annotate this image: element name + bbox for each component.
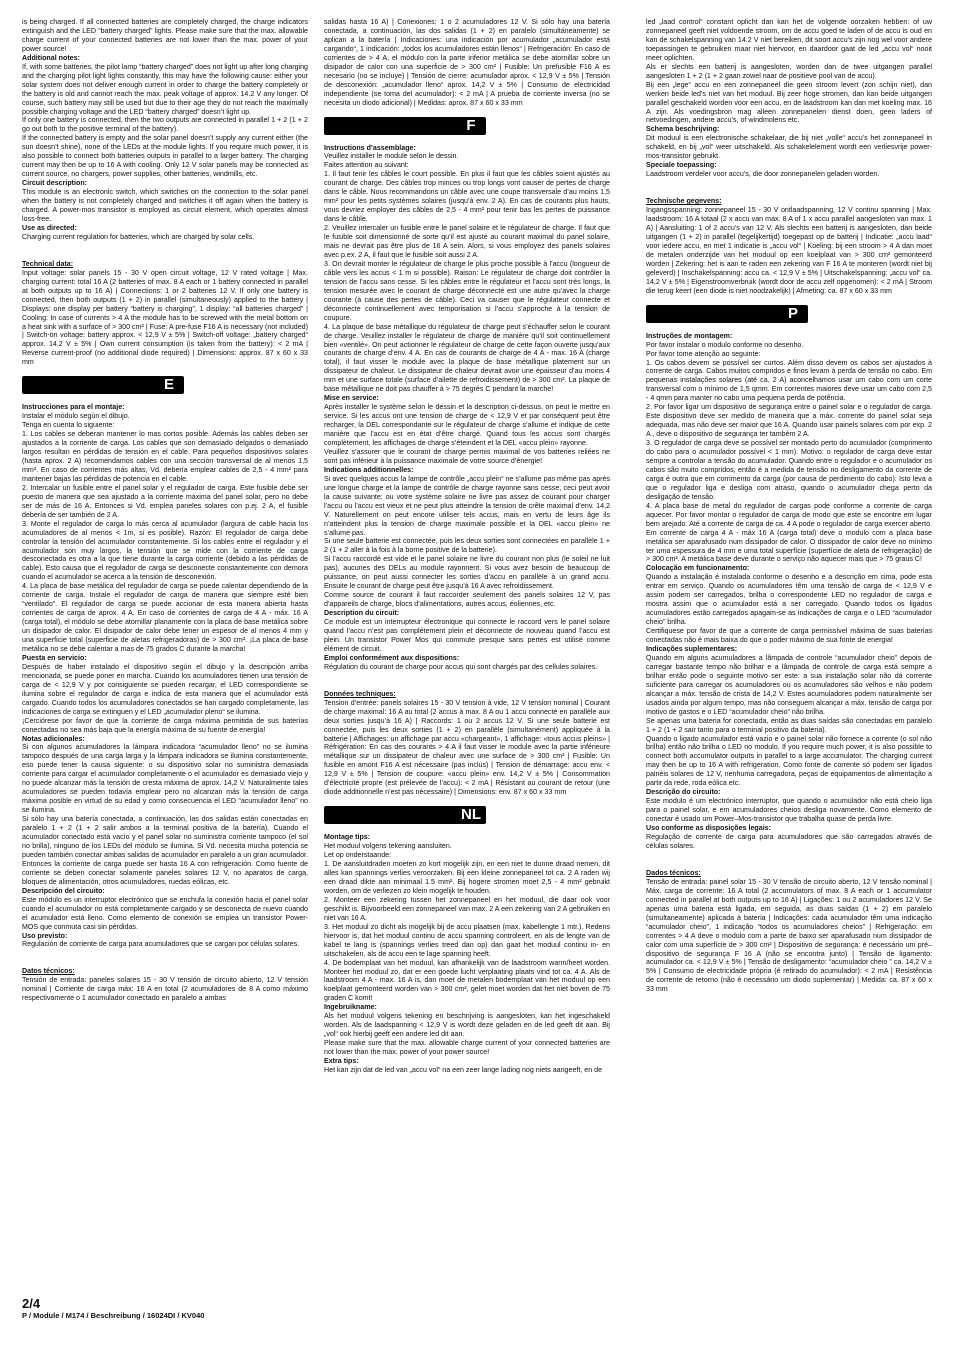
section-heading: Descripción del circuito: bbox=[22, 886, 105, 895]
paragraph: Please make sure that the max. allowable charge current of your connected batteries are not lower than the max. power of your power source! bbox=[324, 1039, 610, 1057]
paragraph: 3. Monte el regulador de carga lo más cerca al acumulador (largura de cable hacia los acumuladores de al menos < 1m, si es posible). Razón: El regulador de carga debe controlar la tensión del acumulador constantemente. Si los cables entre el regulador y el acumulador son muy largos, la tensión que se mide con la corriente de carga desconectada es otra a la que tiene durante la carga corriente (debido a las pérdidas de cable). Esto causa que el regulador de carga se desconecte constantemente con demora cuando el acumulador se acerca a la tensión de desconexión. bbox=[22, 519, 308, 582]
technical-data-heading: Technical data: bbox=[22, 259, 74, 268]
paragraph: 2. Monteer een zekering tussen het zonnepaneel en het moduul, die daar ook voor geschikt is. Bijvoorbeeld een zonnepaneel van max. 2 A een zekering van 2 A gebruiken en niet van 16 A. bbox=[324, 895, 610, 922]
section-heading: Instruções de montagem: bbox=[646, 331, 733, 340]
section-heading: Instructions d’assemblage: bbox=[324, 143, 416, 152]
paragraph: 4. A placa base de metal do regulador de cargas pode conforme a corrente de carga aquecer. Por favor montar o regulador de carga de modo que este se encontre em lugar bem arejado. Até a corrente de carga de ca. 4 A pode o regulador de carga exercer aberto. Em corrente de carga 4 A - máx 16 A (carga total) deve o modulo com a placa base metálica ser aparafusado num dissipador de calor. O dissipador de calor deve no mínimo ter uma espessura de 4 mm e uma total superfície (superfície de aleta de refrigeração) de > 300 cm². A metálica base deve durante o serviço não aquecer mais que > 75 graus C! bbox=[646, 501, 932, 564]
document-reference: P / Module / M174 / Beschreibung / 16024DI / KV040 bbox=[22, 1311, 205, 1320]
paragraph: Als er slechts een batterij is aangesloten, worden dan de twee uitgangen parallel aangesloten 1 + 2 (1 + 2 gaan zowel naar de positieve pool van de accu). bbox=[646, 62, 932, 80]
paragraph: Si sólo hay una batería conectada, a continuación, las dos salidas están conectadas en paralelo 1 + 2 (1 + 2 salir ambos a la terminal positiva de la batería). Cuando el acumulador conectado está vacío y el panel solar no suministra corriente tampoco (el sol no brilla), ninguno de los LEDs del módulo se ilumina. Si Vd. necesita mucha potencia se pueden también conectar ambas salidas de acumulador en paralelo a un gran acumulador. Entonces la corriente de carga puede ser hasta 16 A con refrigeración. Como fuente de corriente se deben conectar solamente paneles solares 12 V, no aparatos de carga, bloques de alimentación, otros acumuladores, ruedas eólicas, etc. bbox=[22, 815, 308, 886]
paragraph: Regulación de corriente de carga para acumuladores que se cargan por células solares. bbox=[22, 940, 300, 949]
paragraph: 1. Los cables se deberan mantener lo mas cortos posible. Además los cables deben ser ajustados a la corriente de carga. Los cables que son demasiado delgados o demasiado largos resultan en pérdidas de tensión en el cable. Para pequeños dispositivos solares (hasta aprox. 2 A) recomendamos cables con una sección transversal de al menos 1,5 mm². En caso de corrientes más altas, Vd. debería emplear cables de 2,5 - 4 mm² para mantener bajas las pérdidas de potencia en el cable. bbox=[22, 430, 308, 483]
language-label: F bbox=[466, 116, 476, 134]
section-heading: Notas adicionales: bbox=[22, 734, 85, 743]
paragraph: 4. La placa de base metálica del regulador de carga se puede calentar dependiendo de la corriente de carga. Instale el regulador de carga de manera que siempre esté bien “ventilado”. El regulador de carga se puede accionar de esta manera abierta hasta corrientes de carga de aprox. 4 A. En caso de corrientes de carga de 4 A - máx. 16 A (carga total), el módulo se debe atornillar planamente con la placa de base metálica sobre un disipador de calor. El disipador de calor debe tener un espesor de al menos 4 mm y una superficie total (superficie de aletas refrigeradoras) de > 300 cm². ¡La placa de base metálica no se debe calentar a mas de 75 grados C durante la marcha! bbox=[22, 582, 308, 653]
paragraph: Después de haber instalado el dispositivo según el dibujo y la descripción arriba mencionada, se puede poner en marcha. Cuando los acumuladores tienen una tensión de carga de < 12,9 V y por consiguiente se pueden recargar, el LED correspondiente se ilumina sobre el regulador de carga e indica de esta manera que el acumulador está cargado. Cuando todos los acumuladores conectados se han cargado completamente, las indicaciones de carga se extinguen y el LED „acumulador pleno“ se ilumina. bbox=[22, 662, 308, 716]
section-heading: Indications additionnelles: bbox=[324, 465, 414, 474]
paragraph: 2. Por favor ligar um dispositivo de segurança entre o painel solar e o regulador de carga. Este dispositivo deve ser medido de maneira que a máx. corrente do painel solar seja adequada, mas não deve ser maior que 16 A. Quando usar painels solares com por exp. 2 A , deve o dispositivo de segurança ter também 2 A. bbox=[646, 403, 932, 439]
paragraph: Ce module est un interrupteur électronique qui connecte le raccord vers le panel solaire quand l’accu n’est pas complètement plein et déconnecte de nouveau quand l’accu est plein. Un transistor Power Mos qui commute presque sans pertes est utilisé comme élément de circuit. bbox=[324, 618, 610, 653]
section-heading: Schema beschrijving: bbox=[646, 125, 720, 134]
paragraph: Après installer le système selon le dessin et la description ci-dessus, on peut le mettre en service. Si les accus ont une tension de charge de < 12,9 V et par conséquent peut être recharger, la DEL correspondante sur le régulateur de charge s’allume et indique de cette manière que l’accu est en état d’être chargé. Quand tous les accus sont chargés complètement, les affichages de charge s’éteindent et la DEL «accu plein» rayonne. bbox=[324, 403, 610, 447]
paragraph: 4. De bodemplaat van het moduul, kan afhankelijk van de laadstroom warm/heet worden. Monteer het moduul zo, dat er een goede lucht verplaating plaats vind tot ca. 4 A. Als de laadstroom 4 A - max. 16 A is, dan moet de metalen bodemplaat van het moduul op een koelplaat gemonteerd worden van > 300 cm², gelet moet worden dat het niet boven de 75 graden C komt! bbox=[324, 958, 610, 1003]
section-heading: Description du circuit: bbox=[324, 609, 400, 618]
paragraph: If the connected battery is empty and the solar panel doesn’t supply any current either (the sun doesn’t shine), none of the LEDs at the module lights. If you require much power, it is also possible to connect both batteries outputs in parallel to a larger battery. The charging current may then be up to 16 A with cooling. Only 12 V solar panels may be connected as current source, no chargers, power supplies, other batteries, windmills, etc. bbox=[22, 134, 308, 179]
paragraph: 3. O regulador de carga deve se possível ser montado perto do acumulador (comprimento do cabo para o acumulador possível < 1 mm). Motivo: o regulador de carga deve estar sempre a controlar a tensão do acumulador. Quando entre o regulador e o acumulador os cabos são muito compridos, então é a medida de tensão no desligamento da corrente de carga é outra que em corrimento da carga (por causa de perdimento do cabo). Isto leva a que o regulador liga e desliga com atraso, quando o acumulador chega perto da desligação de tensão. bbox=[646, 439, 932, 501]
paragraph: Si avec quelques accus la lampe de contrôle „accu plein“ ne s’allume pas même pas après une longue charge et la lampe de contrôle de charge rayonne sans cesse, ceci peut avoir la cause suivante: ou votre système solaire ne livre pas assez de courant pour charger l’accu ou l’accu est vieux et ne peut plus atteindre la tension de crête maximal d’env. 14,2 V. Naturellement on peut encore utiliser tels accus, mais en vertu de leurs âge ils n’atteindent plus la tension de charge maximale possible et la DEL «accu plein» ne s’allume pas. bbox=[324, 474, 610, 537]
paragraph: Quando a instalação é instalada conforme o desenho e a descrição em cima, pode esta entrar em serviço. Quando os acumuladores têm uma tensão de carga de < 12,9 V e assim podem ser carregados, brilha o correspondente LED no regulador de carga e mostra assim que o acumulador está a ser carregado. Quando todos os ligados acumuladores estão carregados apagam-se as indicações de carga e o LED “acumulador cheio” brilha. bbox=[646, 573, 932, 627]
technical-data-heading: Technische gegevens: bbox=[646, 197, 722, 206]
paragraph: Regulação de corrente de carga para acumuladores que são carregados através de células solares. bbox=[646, 833, 932, 850]
paragraph: Si l’accu raccordé est vide et le panel solaire ne livre du courant non plus (le soleil ne luit pas), aucunes des DELs au module rayonnent. Si vous avez besoin de beaucoup de puissance, on peut aussi connecter les sorties d’accu en parallèle à un grand accu. Ensuite le courant de charge peut être jusqu’à 16 A avec refroidissement. bbox=[324, 555, 610, 591]
section-heading: Speciale toepassing: bbox=[646, 161, 717, 170]
paragraph: Het kan zijn dat de led van „accu vol“ na een zeer lange lading nog niets aangeeft, en de bbox=[324, 1065, 603, 1074]
paragraph: Este módulo es un interruptor electrónico que se enchufa la conexión hacia el panel solar cuando el acumulador no está completamente cargado y se desconecta de nuevo cuando el acumulador está lleno. Como elemento de conexión se emplea un transistor Power-MOS que conmuta casi sin pérdidas. bbox=[22, 895, 308, 931]
section-heading: Uso previsto: bbox=[22, 931, 68, 940]
paragraph: If, with some batteries, the pilot lamp “battery charged” does not light up after long charging and the charging pilot light lights constantly, this may have the following cause: either your solar system does not deliver enough current in order to charge the battery completely or the battery is old and cannot reach the max. peak voltage of approx. 14.2 V any longer. Of course, such battery may still be used but due to their age they do not reach the maximally possible charging voltage and the LED “battery charged” doesn’t light up. bbox=[22, 62, 308, 116]
paragraph: Let op onderstaande: bbox=[324, 851, 392, 860]
section-heading: Indicações suplementares: bbox=[646, 645, 738, 653]
paragraph: Si une seule batterie est connectée, puis les deux sorties sont connectées en parallèle 1 + 2 (1 + 2 aller à la fois à la borne positive de la batterie). bbox=[324, 537, 610, 555]
paragraph: Quando em alguns acumuladores a lâmpada de controle “acumulador cheio” depois de carregar bastante tempo não brilhar e a lâmpada de controle de carga está sempre a brilhar então pode o seguinte motivo ser este: a sua instalação solar não dá corrente suficiente para carregar os acumuladores ou os acumuladores são velhos e não podem alcançar a máx. tensão de crista de 14,2 V. Estes acumuladores podem naturalmente ser usados ainda por algum tempo, mas não conseguem alcançar a máx. tensão de carga por motivo de gastos e o LED “acumulador cheio” não brilha. bbox=[646, 653, 932, 716]
section-heading: Montage tips: bbox=[324, 833, 371, 842]
paragraph: Dit moduul is een electronische schakelaar, die bij niet „volle“ accu’s het zonnepaneel in schakeld, en bij „vol“ weer uitschakeld. Als schakelelement wordt een verliesvrije power-mos-transistor gebruikt. bbox=[646, 134, 932, 161]
paragraph: 3. On devrait monter le régulateur de charge le plus proche possible à l’accu (longueur de câble vers les accus < 1 m si possible). Raison: Le régulateur de charge doit contrôler la tension de l’accu sans cesse. Si les câbles entre le régulateur et l’accu sont très longs, la tension mesurée avec le courant de charge déconnecté est une autre qu’avec la charge courante (à cause des pertes de câble). Ceci va causer que le régulateur connecte et déconnecte continuellement avec temporisation si l’accu s’approche à la tension de coupure. bbox=[324, 259, 610, 322]
technical-data-heading: Dados técnicos: bbox=[646, 868, 701, 877]
paragraph: Se apenas uma bateria for conectada, então as duas saídas são conectadas em paralelo 1 + 2 (1 + 2 sair tanto para o terminal positivo da bateria). bbox=[646, 716, 932, 734]
paragraph: 1. Il faut tenir les câbles le court possible. En plus il faut que les câbles soient ajustés au courant de charge. Des câbles trop minces ou trop longs vont causer de pertes de charge dans le câble. Nous recommandons un câble avec une coupe transversale d’au moins 1,5 mm² pour les petits systèmes solaires (jusqu’à env. 2 A). En cas de courants plus hauts, vous devriez employer des câbles de 2,5 - 4 mm² pour tenir bas les pertes de puissance dans le câble. bbox=[324, 170, 610, 224]
section-heading: Puesta en servicio: bbox=[22, 653, 87, 662]
technical-data: salidas hasta 16 A) | Conexiones: 1 o 2 acumuladores 12 V. Si sólo hay una batería conectada, a continuación, las dos salidas (1 + 2) en paralelo (simultáneamente) se aplican a la batería | Indicaciones: una indicación por acumulador „acumulador está cargando“, 1 indicación: „todos los acumuladores están llenos“ | Refrigeración: En caso de corrientes de > 4 A, el módulo con la parte inferior metálica se debe atornillar sobre un disipador de calor con una superficie de > 300 cm² | Fusible: Un prefusible F16 A es necesario (no se incluye) | Tensión de cierre: acumulador aprox. < 12,9 V ± 5% | Tensión de desconexión: „acumulador lleno“ aprox. 14,2 V ± 5% | Consumo de electricidad independiente (se toma del acumulador): < 2 mA | A prueba de corriente inversa (no se necesita un diodo adicional) | Medidas: aprox. 87 x 60 x 33 mm bbox=[324, 18, 610, 107]
section-heading: Use as directed: bbox=[22, 223, 77, 232]
paragraph: Het moduul volgens tekening aansluiten. bbox=[324, 842, 452, 851]
section-heading: Circuit description: bbox=[22, 179, 88, 188]
column-3 bbox=[646, 18, 932, 1298]
section-heading: Mise en service: bbox=[324, 394, 379, 403]
paragraph: Charging current regulation for batteries, which are charged by solar cells. bbox=[22, 232, 255, 241]
paragraph: Faites attention au suivant: bbox=[324, 161, 409, 170]
paragraph: Este modulo é um electrónico interruptor, que quando o acumulador não está cheio liga para o painel solar, e em acumuladores cheios desliga novamente. Como elemento de conectar é usado um Power–Mos-transistor que trabalha quase de perda livre. bbox=[646, 797, 932, 824]
paragraph: 1. Os cabos devem se possível ser curtos. Além disso devem os cabos ser ajustados à corrente de carga. Cabos muitos compridos e finos levam á perda de tensão no cabo. Em pequenas instalações solares (até ca. 2 A) aconcelhamos usar um cabo com um corte transversal com o mínimo de 1,5 qmm. Em correntes maiores deve usar um cabo com 2,5 - 4 qmm para manter no cabo uma pequena perda de potência. bbox=[646, 358, 932, 403]
paragraph: Si con algunos acumuladores la lámpara indicadora “acumulador lleno” no se ilumina tampoco después de una carga larga y la lámpara indicadora se ilumina constantemente, eso puede tener la causa siguiente: o su dispositivo solar no suministra demasiada corriente para cargar el acumulador completamente o el acumulador es demasiado viejo y no puede alcanzar más la tensión de cresta máxima de aprox. 14,2 V. Naturalmente tales acumuladores se pueden todavía emplear pero no alcanzan más la tensión de carga máxima posible en virtud de su edad y como consecuencia el LED “acumulador lleno” no se ilumina. bbox=[22, 743, 308, 815]
paragraph: This module is an electronic switch, which switches on the connection to the solar panel when the battery is not completely charged and switches it off again when the battery is charged. A power-mos transistor is employed as circuit element, which operates almost loss-free. bbox=[22, 188, 308, 223]
paragraph: 3. Het moduul zo dicht als mogelijk bij de accu plaatsen (max. kabellengte 1 mtr.). Redens hiervoor is, dat het moduul continu de accu spanning controleert, en als de lengte van de kabel te lang is (spannings verlies treed dan op) dan gaat het moduul continu in- en uitschakelen, als de accu een te lage spanning heeft. bbox=[324, 922, 610, 958]
paragraph: Comme source de courant il faut raccorder seulement des panels solaires 12 V, pas d’appareils de charge, blocs d’alimentations, autres accus, éoliennes, etc. bbox=[324, 591, 610, 609]
section-heading: Ingebruikname: bbox=[324, 1003, 377, 1012]
language-bar-e bbox=[22, 376, 184, 394]
section-heading: Extra tips: bbox=[324, 1057, 359, 1066]
paragraph: Instalar el módulo según el dibujo. bbox=[22, 412, 130, 421]
section-heading: Additional notes: bbox=[22, 53, 80, 62]
section-heading: Colocação em funcionamento: bbox=[646, 564, 750, 573]
paragraph: Laadstroom verdeler voor accu’s, die door zonnepanelen geladen worden. bbox=[646, 170, 880, 179]
paragraph: Quando o ligado acumulador está vazio e o painel solar não fornece a corrente (o sol não brilha) então não brilha o LED no modulo. If you require much power, it is also possible to connect both accumulator outputs in parallel to a large accumulator. The charging current may then be up to 16 A with refrigeration. Como fonte de corrente só podem ser ligados painéis solares de 12 V, nenhuma carregadora, peças de equipamentos de alimentação a partir da rede, roda eólica etc. bbox=[646, 734, 932, 788]
paragraph: 2. Veuillez intercaler un fusible entre le panel solaire et le régulateur de charge. Il faut que le fusible soit dimensionné de sorte qu’il est ajusté au courant maximal du panel solaire, mais ne devrait pas être plus de 16 A sein. Alors, si vous employez des panels solaires avec p.ex. 2 A, il faut que le fusible soit aussi 2 A. bbox=[324, 224, 610, 259]
section-heading: Uso conforme as disposições legais: bbox=[646, 824, 771, 833]
technical-data: Tension d’entrée: panels solaires 15 - 30 V tension à vide, 12 V tension nominal | Courant de charge maximal: 16 A au total (2 accus à max. 8 A ou 1 accu connecté en parallèle aux deux sorties jusqu’à 16 A) | Raccords: 1 ou 2 accus 12 V. Si une seule batterie est connectée, puis les deux sorties (1 + 2) en parallèle (simultanément) appliquée à la batterie | Affichages: un affichage par accu «chargeant», 1 affichage: «tous accus pleins» | Réfrigération: En cas des courants > 4 A il faut visser le module avec la partie inférieure métallique sur un dissipateur de chaleur avec une surface de > 300 cm² | Fusible: Un fusible en amont F16 A est nécessaire (pas inclus) | Tension de démarrage: accu env. < 12,9 V ± 5% | Tension de coupure: «accu plein» env. 14,2 V ± 5% | Consommation d’électricité propre (est prélevée de l’accu): < 2 mA | Résistant au courant de retour (une diode additionnelle n’est pas nécessaire) | Dimensions: env. 87 x 60 x 33 mm bbox=[324, 698, 610, 797]
column-1 bbox=[22, 18, 308, 1298]
paragraph: 1. De aansluitdraden moeten zo kort mogelijk zijn, en een niet te dunne draad nemen, dit alles kan spannings verlies veroorzaken. Bij een kleine zonnepaneel tot ca. 2 A raden wij een draad dikte aan minimaal 1.5 mm². Bij hogere stromen moet 2,5 - 4 mm² gebruikt worden, om de verliezen zo klein mogelijk te houden. bbox=[324, 860, 610, 895]
paragraph: Por favor tome atenção ao seguinte: bbox=[646, 349, 761, 358]
paragraph: Bij een „lege“ accu en een zonnepaneel die geen stroom levert (zon schijn niet), dan werken beide led’s niet van het moduul. Bij zeer hoge stromen, dan kan beide uitgangen parallel geschakeld worden voor een accu, en de laadstroom kan dan met koeling max. 16 A zijn. Als voedingsbron mag alleen zonnepanelen dienst doen, geen laders of netvoedingen, andere accu’s, of windmolens etc. bbox=[646, 80, 932, 125]
paragraph: If only one battery is connected, then the two outputs are connected in parallel 1 + 2 (1 + 2 go out both to the positive terminal of the battery). bbox=[22, 116, 308, 134]
paragraph: Veuillez s’assurer que le courant de charge permis maximal de vos batteries reliées ne sont pas inférieur à la puissance maximale de votre source d’énergie! bbox=[324, 447, 610, 465]
language-bar-nl bbox=[324, 806, 486, 824]
technical-data-heading: Données techniques: bbox=[324, 689, 396, 698]
paragraph: is being charged. If all connected batteries are completely charged, the charge indicators extinguish and the LED “battery charged” lights. Please make sure that the max. allowable charge current of your connected batteries are not lower than the max. power of your power source! bbox=[22, 18, 308, 53]
section-heading: Emploi conformément aux dispositions: bbox=[324, 653, 460, 662]
technical-data: Tensão de entrada: painel solar 15 - 30 V tensão de circuito aberto, 12 V tensão nominal | Máx. carga de corrente: 16 A total (2 accumulators of max. 8 A each or 1 accumulator connected in parallel at both outputs up to 16 A) | Ligações: 1 ou 2 acumuladores 12 V. Se apenas uma bateria está ligada, em seguida, as duas saídas (1 + 2) em paralelo (simultaneamente) aplicada à bateria | Indicações: cada acumulador têm uma indicação “acumulador cheio”, 1 indicação “todos os acumuladores cheios” | Refrigeração: em correntes > 4 A deve o modulo com a parte de baixo ser aparafusado num dissipador de calor com uma superfície de > 300 cm² | Dispositivo de segurança: é necessário um pré–dispositivo de segurança F 16 A (não se encontra junto) | Tensão de ligamento: acumulador ca. < 12,9 V ± 5% | Tensão de desligamento: “acumulador cheio ” ca. 14,2 V ± 5% | Consumo de electricidade própria (é retirado do acumulador): < 2 mA | Resistência de corrente de retorno (não é necessário um diodo suplementar) | Medida: ca. 87 x 60 x 33 mm bbox=[646, 877, 932, 994]
paragraph: 4. La plaque de base métallique du régulateur de charge peut s’échauffer selon le courant de charge. Veuillez installer le régulateur de charge de manière qu’il soit continuellement bien «ventilé». On peut actionner le régulateur de charge de cette façon ouverte jusqu’aux courants de charge d’env. 4 A. En cas de courants de charge de 4 A - max. 16 A (charge total), il faut visser le module avec la plaque de base métallique platement sur un dissipateur de chaleur. Le dissipateur de chaleur devrait avoir une épaisseur d’au moins 4 mm et une surface totale (surface d’ailette de refroidissement) de > 300 cm². La plaque de base métallique ne doit pas chauffer à > 75 degrés C pendant la marche! bbox=[324, 322, 610, 394]
paragraph: Veuillez installer le module selon le dessin. bbox=[324, 152, 459, 161]
page-footer bbox=[22, 1296, 204, 1321]
paragraph: Por favor instalar o modulo conforme no desenho. bbox=[646, 340, 804, 349]
technical-data-heading: Datos técnicos: bbox=[22, 967, 75, 976]
paragraph: ¡Cerciórese por favor de que la corriente de carga máxima permitida de sus baterías conectadas no sea más baja que la energía máxima de su fuente de energía! bbox=[22, 716, 308, 734]
language-label: P bbox=[787, 304, 798, 322]
paragraph: 2. Intercalar un fusible entre el panel solar y el regulador de carga. Este fusible debe ser puesto de manera que sea ajustado a la corriente máxima del panel solar, pero no debe ser de más de 16 A. Entonces si Vd. emplea paneles solares con p.ej. 2 A, el fusible debería de ser también de 2 A. bbox=[22, 483, 308, 519]
language-bar-p bbox=[646, 305, 808, 323]
section-heading: Instrucciones para el montaje: bbox=[22, 403, 125, 412]
paragraph: Régulation du courant de charge pour accus qui sont chargés par des cellules solaires. bbox=[324, 662, 598, 671]
paragraph: Certifiquese por favor de que a corrente de carga permissível máxima de suas baterias conectadas não é mais baixa do que o poder máximo de sua fonte de energia! bbox=[646, 627, 932, 645]
page-number: 2/4 bbox=[22, 1296, 41, 1311]
language-label: E bbox=[163, 376, 174, 394]
section-heading: Descrição do circuito: bbox=[646, 788, 721, 797]
paragraph: Tenga en cuenta lo siguiente: bbox=[22, 421, 115, 430]
paragraph: led „laad control“ constant oplicht dan kan het de volgende oorzaken hebben: of uw zonnepaneel geeft niet voldoende stroom, om de accu goed te laden of de accu is oud en kan de schakelspanning van 14.2 V niet bereiken, dit soort accu’s zijn nog wel voor andere toepassingen te gebruiken maar niet hiervoor, en daardoor gaat de led „accu vol“ nooit meer oplichten. bbox=[646, 18, 932, 62]
technical-data: Ingangsspanning: zonnepaneel 15 - 30 V ontlaadspanning, 12 V continu spanning | Max. laadstroom: 16 A totaal (2 x accu van max. 8 A of 1 x accu parallel aangesloten van max. 1 A) | Aansluiting: 1 of 2 accu’s van 12 V. Als slechts een batterij is aangesloten, dan beide uitgangen (1 + 2) in parallel (tegelijkertijd) toegepast op de batterij | Indicatie: „accu laad“ voor iedere accu, en met 1 indicatie is „accu vol“ | Koeling: bij een stroom > 4 A dan moet de metalen onderzijde van het moduul op een koelplaat van > 300 cm² gemonteerd worden | Zekering: het is aan te raden een zekering van F 16 A te monteren (wordt niet bij geleverd) | Inschakelspanning: accu ca. < 12,9 V ± 5% | Uitschakelspanning: „accu vol“ ca. 14,2 V ± 5% | Eigenstroomverbruik (wordt door de accu zelf opgenomen): < 2 mA | Stroom die terug keert (een diode is niet noodzakelijk) | Afmeting: ca. 87 x 60 x 33 mm bbox=[646, 206, 932, 295]
column-2 bbox=[324, 18, 610, 1298]
technical-data: Input voltage: solar panels 15 - 30 V open circuit voltage, 12 V rated voltage | Max. charging current: total 16 A (2 batteries of max. 8 A each or 1 battery connected in parallel at both outputs up to 16 A) | Connections: 1 or 2 batteries 12 V. If only one battery is connected, then both outputs (1 + 2) in parallel (simultaneously) applied to the battery | Displays: one display per battery “battery is charging”, 1 display: “all batteries charged” | Cooling: In case of currents > 4 A the module has to be screwed with the metal bottom on a heat sink with a surface of > 300 cm² | Fuse: A pre-fuse F16 A is necessary (not included) | Switch-on voltage: battery approx. < 12,9 V ± 5% | Switch-off voltage: „battery charged“ approx. 14,2 V ± 5% | Own current consumption (is taken from the battery): < 2 mA | Reverse current-proof (no additional diode required) | Dimensions: approx. 87 x 60 x 33 mm bbox=[22, 268, 308, 367]
paragraph: Als het moduul volgens tekening en beschrijving is aangesloten, kan het ingeschakeld worden. Als de laadspanning < 12,9 V is wordt deze geladen en de led geeft dit aan. Bij „vol“ ook hierbij geeft een andere led dit aan. bbox=[324, 1012, 610, 1039]
language-label: NL bbox=[461, 806, 481, 824]
language-bar-f bbox=[324, 117, 486, 135]
technical-data: Tensión de entrada: paneles solares 15 - 30 V tensión de circuito abierto, 12 V tensión nominal | Corriente de carga máx: 16 A en total (2 acumuladores de 8 A como máximo respectivamente o 1 acumulador conectado en paralelo a ambas bbox=[22, 976, 308, 1003]
